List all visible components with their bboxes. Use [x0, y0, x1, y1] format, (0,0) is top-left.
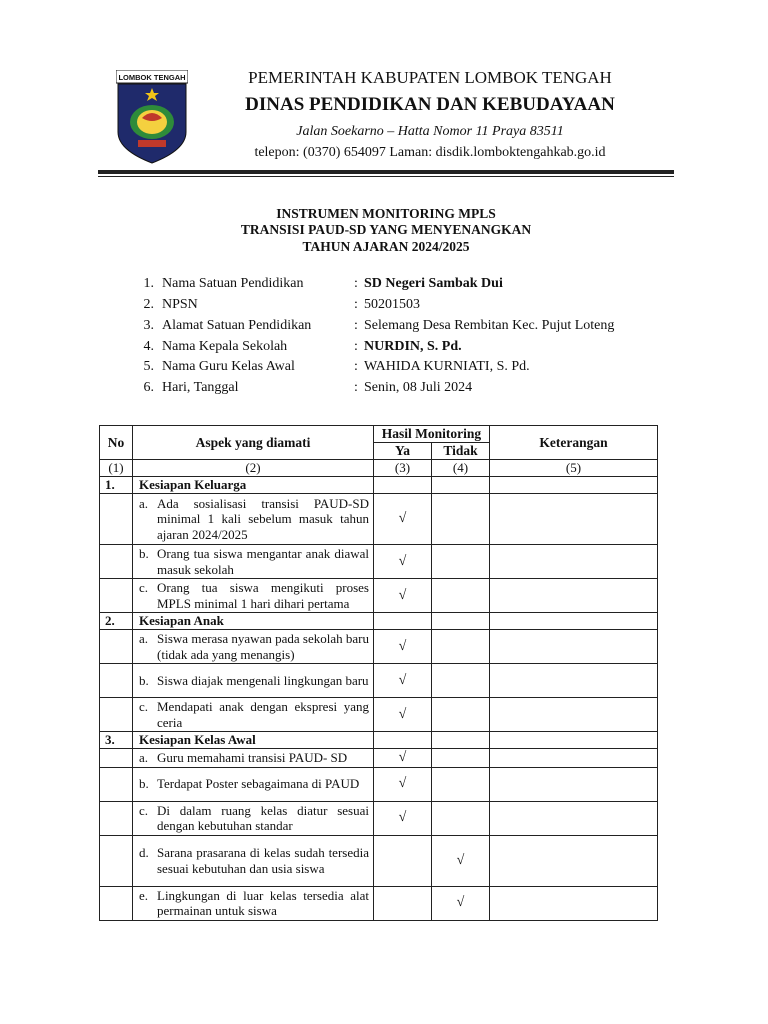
- table-row: [100, 767, 658, 801]
- logo-label: LOMBOK TENGAH: [118, 73, 186, 82]
- item-marker: b.: [139, 546, 149, 561]
- check-no: [432, 801, 490, 835]
- info-value: Senin, 08 Juli 2024: [364, 380, 473, 395]
- item-marker: c.: [139, 699, 149, 714]
- info-label: Alamat Satuan Pendidikan: [162, 318, 312, 333]
- info-number: 3.: [143, 318, 154, 333]
- table-row: [100, 835, 658, 886]
- check-no: √: [432, 835, 490, 886]
- item-text: Siswa merasa nyawan pada sekolah baru (tidak ada yang menangis): [157, 631, 369, 662]
- item-text: Orang tua siswa mengikuti proses MPLS minimal 1 hari dihari pertama: [157, 580, 369, 611]
- section-number: 2.: [100, 613, 133, 630]
- notes-cell: [490, 835, 658, 886]
- item-text: Mendapati anak dengan ekspresi yang ceria: [157, 699, 369, 730]
- table-row: [100, 749, 658, 768]
- header-no: No: [100, 426, 133, 460]
- section-row: [100, 477, 658, 494]
- item-marker: c.: [139, 802, 149, 818]
- info-colon: :: [354, 318, 358, 333]
- item-marker: b.: [139, 672, 149, 688]
- check-yes: √: [374, 545, 432, 579]
- info-value: 50201503: [364, 297, 420, 312]
- section-title: Kesiapan Keluarga: [133, 477, 374, 494]
- info-value: NURDIN, S. Pd.: [364, 339, 462, 354]
- table-row: [100, 579, 658, 613]
- check-yes: √: [374, 749, 432, 768]
- monitoring-table: [99, 425, 658, 921]
- info-number: 4.: [143, 339, 154, 354]
- letterhead-divider-thin: [98, 176, 674, 177]
- item-text: Orang tua siswa mengantar anak diawal masuk sekolah: [157, 546, 369, 577]
- letterhead-address: Jalan Soekarno – Hatta Nomor 11 Praya 83511: [296, 124, 564, 139]
- table-row: [100, 886, 658, 920]
- check-no: [432, 494, 490, 545]
- section-title: Kesiapan Anak: [133, 613, 374, 630]
- notes-cell: [490, 664, 658, 698]
- table-row: [100, 494, 658, 545]
- section-title: Kesiapan Kelas Awal: [133, 732, 374, 749]
- column-number: (3): [374, 460, 432, 477]
- column-number-row: [100, 460, 658, 477]
- info-label: NPSN: [162, 297, 198, 312]
- letterhead-divider-thick: [98, 170, 674, 174]
- column-number: (5): [490, 460, 658, 477]
- document-title: INSTRUMEN MONITORING MPLS: [276, 206, 496, 221]
- notes-cell: [490, 886, 658, 920]
- column-number: (2): [133, 460, 374, 477]
- item-marker: d.: [139, 845, 149, 860]
- info-label: Nama Guru Kelas Awal: [162, 359, 295, 374]
- notes-cell: [490, 749, 658, 768]
- info-colon: :: [354, 276, 358, 291]
- info-value: WAHIDA KURNIATI, S. Pd.: [364, 359, 530, 374]
- table-row: [100, 545, 658, 579]
- check-yes: [374, 886, 432, 920]
- notes-cell: [490, 767, 658, 801]
- letterhead-government: PEMERINTAH KABUPATEN LOMBOK TENGAH: [248, 68, 612, 87]
- check-no: [432, 767, 490, 801]
- check-yes: √: [374, 698, 432, 732]
- item-marker: c.: [139, 580, 149, 595]
- lombok-tengah-crest-logo: [116, 70, 188, 164]
- info-number: 1.: [143, 276, 154, 291]
- check-no: [432, 749, 490, 768]
- header-no-option: Tidak: [432, 443, 490, 460]
- check-no: [432, 545, 490, 579]
- info-value: Selemang Desa Rembitan Kec. Pujut Loteng: [364, 318, 615, 333]
- check-no: [432, 579, 490, 613]
- header-yes: Ya: [374, 443, 432, 460]
- check-yes: √: [374, 767, 432, 801]
- letterhead-contact: telepon: (0370) 654097 Laman: disdik.lomboktengahkab.go.id: [254, 145, 606, 160]
- info-value: SD Negeri Sambak Dui: [364, 276, 503, 291]
- info-label: Nama Satuan Pendidikan: [162, 276, 304, 291]
- check-yes: √: [374, 801, 432, 835]
- info-number: 2.: [143, 297, 154, 312]
- document-subtitle: TRANSISI PAUD-SD YANG MENYENANGKAN: [240, 222, 532, 237]
- check-yes: √: [374, 494, 432, 545]
- notes-cell: [490, 698, 658, 732]
- item-marker: e.: [139, 887, 149, 903]
- check-no: [432, 630, 490, 664]
- check-yes: √: [374, 579, 432, 613]
- item-text: Siswa diajak mengenali lingkungan baru: [157, 672, 369, 688]
- check-no: [432, 698, 490, 732]
- check-no: √: [432, 886, 490, 920]
- table-row: [100, 801, 658, 835]
- table-row: [100, 664, 658, 698]
- notes-cell: [490, 579, 658, 613]
- column-number: (4): [432, 460, 490, 477]
- item-text: Ada sosialisasi transisi PAUD-SD minimal 1 kali sebelum masuk tahun ajaran 2024/2025: [157, 495, 369, 542]
- column-number: (1): [100, 460, 133, 477]
- item-text: Terdapat Poster sebagaimana di PAUD: [157, 776, 360, 792]
- item-marker: a.: [139, 495, 149, 511]
- item-marker: b.: [139, 776, 149, 792]
- section-number: 3.: [100, 732, 133, 749]
- info-number: 5.: [143, 359, 154, 374]
- check-yes: [374, 835, 432, 886]
- notes-cell: [490, 630, 658, 664]
- notes-cell: [490, 494, 658, 545]
- header-aspect: Aspek yang diamati: [133, 426, 374, 460]
- item-text: Sarana prasarana di kelas sudah tersedia sesuai kebutuhan dan usia siswa: [157, 845, 369, 876]
- info-colon: :: [354, 339, 358, 354]
- header-notes: Keterangan: [490, 426, 658, 460]
- section-row: [100, 732, 658, 749]
- section-number: 1.: [100, 477, 133, 494]
- table-row: [100, 630, 658, 664]
- info-colon: :: [354, 359, 358, 374]
- section-row: [100, 613, 658, 630]
- letterhead-agency: DINAS PENDIDIKAN DAN KEBUDAYAAN: [245, 94, 615, 115]
- check-no: [432, 664, 490, 698]
- info-number: 6.: [143, 380, 154, 395]
- item-text: Di dalam ruang kelas diatur sesuai dengan kebutuhan standar: [157, 802, 369, 833]
- info-label: Nama Kepala Sekolah: [162, 339, 288, 354]
- header-result: Hasil Monitoring: [374, 426, 490, 443]
- info-label: Hari, Tanggal: [162, 380, 239, 395]
- table-row: [100, 698, 658, 732]
- item-text: Guru memahami transisi PAUD- SD: [157, 750, 348, 765]
- info-colon: :: [354, 380, 358, 395]
- item-marker: a.: [139, 750, 149, 765]
- notes-cell: [490, 801, 658, 835]
- document-year: TAHUN AJARAN 2024/2025: [302, 239, 470, 254]
- info-colon: :: [354, 297, 358, 312]
- check-yes: √: [374, 664, 432, 698]
- item-text: Lingkungan di luar kelas tersedia alat permainan untuk siswa: [157, 887, 369, 918]
- notes-cell: [490, 545, 658, 579]
- check-yes: √: [374, 630, 432, 664]
- item-marker: a.: [139, 631, 149, 646]
